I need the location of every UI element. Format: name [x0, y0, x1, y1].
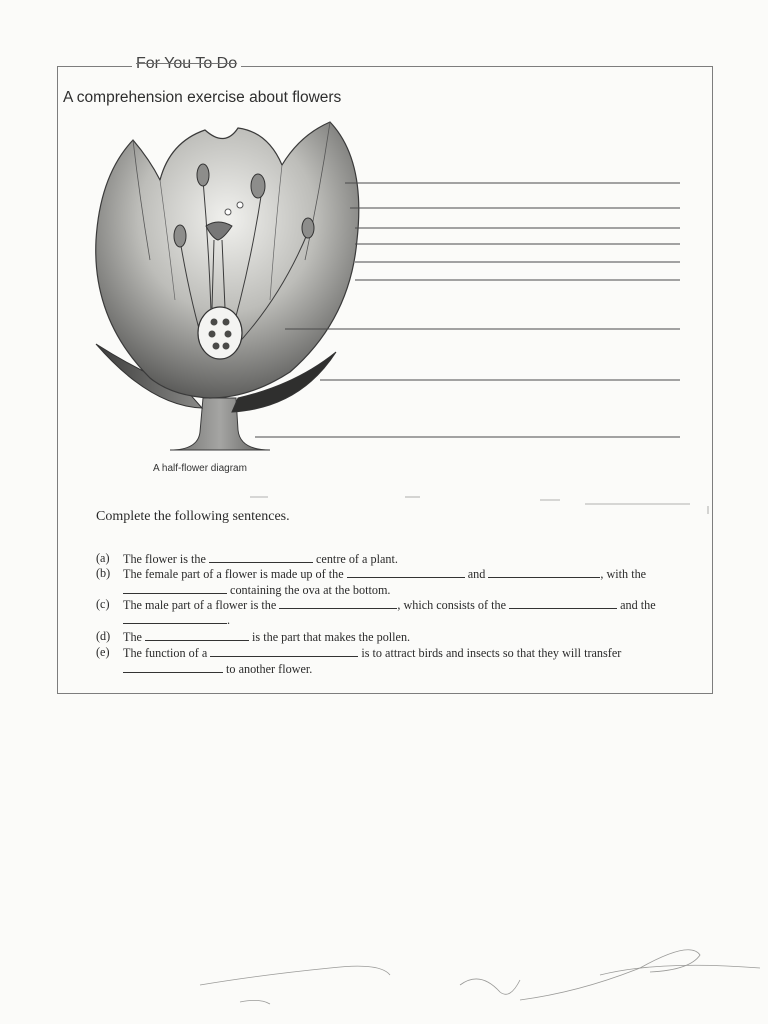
item-label: (e) — [96, 645, 110, 659]
item-label: (a) — [96, 551, 110, 565]
diagram-caption: A half-flower diagram — [153, 463, 247, 474]
sentence-text: is the part that makes the pollen. — [252, 630, 411, 644]
sentence-text: and — [467, 567, 486, 581]
item-label: (b) — [96, 566, 111, 580]
sentence-text: The female part of a flower is made up of the — [123, 567, 344, 581]
item-label: (c) — [96, 597, 110, 611]
section-label: For You To Do — [132, 55, 241, 73]
sentence-text: . — [227, 613, 231, 627]
sentence-text: The flower is the — [123, 552, 206, 566]
sentence-text: The male part of a flower is the — [123, 598, 277, 612]
sentence-text: containing the ova at the bottom. — [230, 583, 391, 597]
sentence-text: is to attract birds and insects so that they will transfer — [361, 646, 622, 660]
sentence-text: The — [123, 630, 142, 644]
item-label: (d) — [96, 629, 111, 643]
page-title: A comprehension exercise about flowers — [63, 89, 342, 106]
sentence-text: , which consists of the — [397, 598, 507, 612]
instruction: Complete the following sentences. — [96, 509, 290, 524]
sentence-text: centre of a plant. — [316, 552, 398, 566]
sentence-text: The function of a — [123, 646, 208, 660]
sentence-text: and the — [620, 598, 656, 612]
sentence-text: to another flower. — [226, 662, 313, 676]
sentence-text: , with the — [600, 567, 647, 581]
